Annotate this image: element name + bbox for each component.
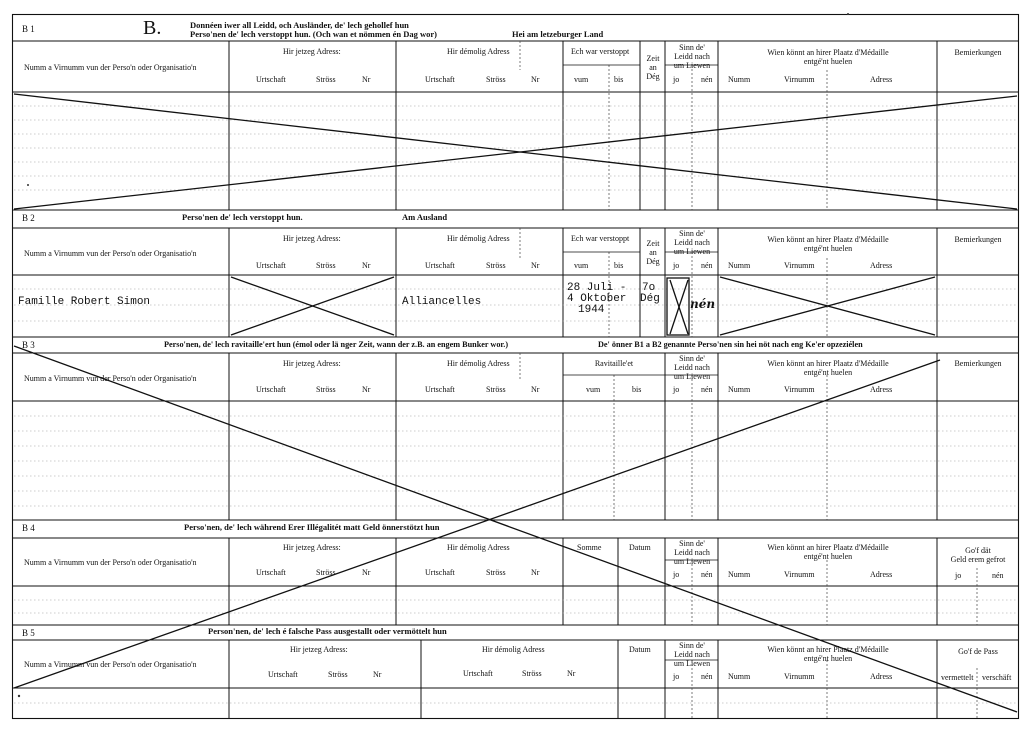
b3-sinn2: Leidd nach	[674, 363, 710, 372]
b4-who2: entgé'nt huelen	[803, 552, 853, 561]
b1-title-extra: Hei am letzeburger Land	[512, 29, 604, 39]
b5-sinn1: Sinn de'	[679, 641, 705, 650]
b1-who1: Wien könnt an hirer Plaatz d'Médaille	[767, 48, 889, 57]
b2-who1: Wien könnt an hirer Plaatz d'Médaille	[767, 235, 889, 244]
b1-hidden: Ech war verstoppt	[571, 47, 630, 56]
b3-former-stross: Ströss	[486, 385, 506, 394]
b2-sinn1: Sinn de'	[679, 229, 705, 238]
b3-name-header: Numm a Virnumm vun der Perso'n oder Organisatio'n	[24, 374, 197, 383]
entry-name: Famille Robert Simon	[18, 296, 151, 308]
b3-to: bis	[632, 385, 642, 394]
b2-title-extra: Am Ausland	[402, 212, 448, 222]
entry-hidden-year: 1944	[578, 304, 605, 316]
b1-zeit2: an	[649, 63, 657, 72]
b1-stross: Ströss	[316, 75, 336, 84]
b5-former-ortschaft: Urtschaft	[463, 669, 493, 678]
b5-yes: jo	[673, 672, 680, 681]
b1-from: vum	[574, 75, 589, 84]
b2-to: bis	[614, 261, 624, 270]
b5-title: Person'nen, de' lech é falsche Pass ausgestallt oder vermöttelt hun	[208, 626, 447, 636]
b4-stross: Ströss	[316, 568, 336, 577]
b4-no2: nén	[992, 571, 1004, 580]
b5-who2: entgé'nt huelen	[803, 654, 853, 663]
b2-yes: jo	[673, 261, 680, 270]
b5-adress: Adress	[870, 672, 893, 681]
entry-hidden-to: 4 Oktober	[567, 293, 627, 305]
b2-who2: entgé'nt huelen	[803, 244, 853, 253]
b5-gof-pass: Go'f de Pass	[958, 647, 998, 656]
b1-title-line2: Perso'nen de' lech verstoppt hun. (Och wan et nömmen én Dag wor)	[190, 29, 437, 39]
b2-remarks: Bemierkungen	[954, 235, 1002, 244]
b5-no: nén	[701, 672, 713, 681]
b1-numm: Numm	[728, 75, 751, 84]
b3-ravitailleet: Ravitaille'et	[594, 359, 634, 368]
b3-adress: Adress	[870, 385, 893, 394]
b4-numm: Numm	[728, 570, 751, 579]
b2-stross: Ströss	[316, 261, 336, 270]
b5-verschaft: verschäft	[982, 673, 1012, 682]
b5-virnumm: Virnumm	[784, 672, 815, 681]
b1-nr: Nr	[362, 75, 371, 84]
b3-virnumm: Virnumm	[784, 385, 815, 394]
b2-ortschaft: Urtschaft	[256, 261, 286, 270]
entry-hidden-from: 28 Juli -	[567, 282, 627, 294]
b1-virnumm: Virnumm	[784, 75, 815, 84]
b1-zeit1: Zeit	[646, 54, 660, 63]
b2-from: vum	[574, 261, 589, 270]
b4-current-address: Hir jetzeg Adress:	[283, 543, 341, 552]
b2-adress: Adress	[870, 261, 893, 270]
b4-yes2: jo	[955, 571, 962, 580]
b3-current-address: Hir jetzeg Adress:	[283, 359, 341, 368]
b1-current-address: Hir jetzeg Adress:	[283, 47, 341, 56]
b5-sinn2: Leidd nach	[674, 650, 710, 659]
b2-former-ortschaft: Urtschaft	[425, 261, 455, 270]
b5-sinn3: um Liewen	[673, 659, 711, 668]
b1-title-line1: Donnéen iwer all Leidd, och Ausländer, de' lech gehollef hun	[190, 20, 409, 30]
b5-numm: Numm	[728, 672, 751, 681]
b1-yes: jo	[673, 75, 680, 84]
b2-former-address: Hir démolig Adress	[447, 234, 510, 243]
b4-former-nr: Nr	[531, 568, 540, 577]
b5-stross: Ströss	[328, 670, 348, 679]
b3-title-extra: De' önner B1 a B2 genannte Perso'nen sin hei nöt nach eng Ke'er opzeziélen	[598, 340, 863, 349]
b4-sinn1: Sinn de'	[679, 539, 705, 548]
b2-current-address: Hir jetzeg Adress:	[283, 234, 341, 243]
b2-former-stross: Ströss	[486, 261, 506, 270]
b3-remarks: Bemierkungen	[954, 359, 1002, 368]
b3-numm: Numm	[728, 385, 751, 394]
b2-hidden: Ech war verstoppt	[571, 234, 630, 243]
b5-former-stross: Ströss	[522, 669, 542, 678]
b4-name-header: Numm a Virnumm vun der Perso'n oder Organisatio'n	[24, 558, 197, 567]
b3-stross: Ströss	[316, 385, 336, 394]
b5-former-address: Hir démolig Adress	[482, 645, 545, 654]
b5-code: B 5	[22, 628, 35, 638]
b4-gof1: Go'f dät	[965, 546, 991, 555]
b5-ortschaft: Urtschaft	[268, 670, 298, 679]
b5-name-header: Numm a Virnumm vun der Perso'n oder Organisatio'n	[24, 660, 197, 669]
b3-sinn3: um Liewen	[673, 372, 711, 381]
b3-who1: Wien könnt an hirer Plaatz d'Médaille	[767, 359, 889, 368]
b4-datum: Datum	[629, 543, 651, 552]
b3-nr: Nr	[362, 385, 371, 394]
b1-to: bis	[614, 75, 624, 84]
b1-former-nr: Nr	[531, 75, 540, 84]
b1-zeit3: Dég	[646, 72, 660, 81]
strike-crosses	[14, 94, 1017, 712]
b2-sinn3: um Liewen	[673, 247, 711, 256]
b1-sinn3: um Liewen	[673, 61, 711, 70]
b2-zeit2: an	[649, 248, 657, 257]
b2-nr: Nr	[362, 261, 371, 270]
b4-nr: Nr	[362, 568, 371, 577]
b1-former-stross: Ströss	[486, 75, 506, 84]
b3-title: Perso'nen, de' lech ravitaille'ert hun (émol oder lä nger Zeit, wann der z.B. an engem Bunker wor.)	[164, 340, 509, 349]
b5-datum: Datum	[629, 645, 651, 654]
b1-former-address: Hir démolig Adress	[447, 47, 510, 56]
b2-no: nén	[701, 261, 713, 270]
b3-code: B 3	[22, 340, 35, 350]
b4-no: nén	[701, 570, 713, 579]
b2-zeit1: Zeit	[646, 239, 660, 248]
b1-adress: Adress	[870, 75, 893, 84]
b1-code: B 1	[22, 24, 35, 34]
b2-virnumm: Virnumm	[784, 261, 815, 270]
b3-former-nr: Nr	[531, 385, 540, 394]
b4-sinn3: um Liewen	[673, 557, 711, 566]
b1-sinn2: Leidd nach	[674, 52, 710, 61]
b4-former-address: Hir démolig Adress	[447, 543, 510, 552]
entry-days-unit: Dég	[640, 293, 660, 305]
b3-who2: entgé'nt huelen	[803, 368, 853, 377]
b4-code: B 4	[22, 523, 35, 533]
b3-former-address: Hir démolig Adress	[447, 359, 510, 368]
b5-former-nr: Nr	[567, 669, 576, 678]
b4-virnumm: Virnumm	[784, 570, 815, 579]
b4-gof2: Geld erem gefrot	[950, 555, 1006, 564]
b4-who1: Wien könnt an hirer Plaatz d'Médaille	[767, 543, 889, 552]
entry-days: 7o	[642, 282, 656, 294]
b2-code: B 2	[22, 213, 35, 223]
b5-who1: Wien könnt an hirer Plaatz d'Médaille	[767, 645, 889, 654]
b3-sinn1: Sinn de'	[679, 354, 705, 363]
b4-title: Perso'nen, de' lech während Erer Illégalitét matt Geld önnerstötzt hun	[184, 522, 440, 532]
b3-former-ortschaft: Urtschaft	[425, 385, 455, 394]
b4-ortschaft: Urtschaft	[256, 568, 286, 577]
b2-sinn2: Leidd nach	[674, 238, 710, 247]
b4-former-ortschaft: Urtschaft	[425, 568, 455, 577]
b5-vermettelt: vermettelt	[941, 673, 974, 682]
b2-former-nr: Nr	[531, 261, 540, 270]
b3-yes: jo	[673, 385, 680, 394]
b1-no: nén	[701, 75, 713, 84]
b5-nr: Nr	[373, 670, 382, 679]
b2-zeit3: Dég	[646, 257, 660, 266]
b1-name-header: Numm a Virnumm vun der Perso'n oder Organisatio'n	[24, 63, 197, 72]
entry-former-place: Alliancelles	[402, 296, 482, 308]
b2-name-header: Numm a Virnumm vun der Perso'n oder Organisatio'n	[24, 249, 197, 258]
b2-numm: Numm	[728, 261, 751, 270]
b3-ortschaft: Urtschaft	[256, 385, 286, 394]
b5-current-address: Hir jetzeg Adress:	[290, 645, 348, 654]
b4-adress: Adress	[870, 570, 893, 579]
b3-b5-strike-b	[14, 360, 940, 688]
b1-sinn1: Sinn de'	[679, 43, 705, 52]
b1-former-ortschaft: Urtschaft	[425, 75, 455, 84]
b3-no: nén	[701, 385, 713, 394]
b4-yes: jo	[673, 570, 680, 579]
b1-who2: entgé'nt huelen	[803, 57, 853, 66]
b1-letter: B.	[143, 17, 162, 39]
b4-somme: Somme	[577, 543, 602, 552]
entry-alive-mark: nén	[690, 297, 716, 311]
b4-former-stross: Ströss	[486, 568, 506, 577]
b1-remarks: Bemierkungen	[954, 48, 1002, 57]
b3-from: vum	[586, 385, 601, 394]
b1-ortschaft: Urtschaft	[256, 75, 286, 84]
b4-sinn2: Leidd nach	[674, 548, 710, 557]
b2-title: Perso'nen de' lech verstoppt hun.	[182, 212, 303, 222]
